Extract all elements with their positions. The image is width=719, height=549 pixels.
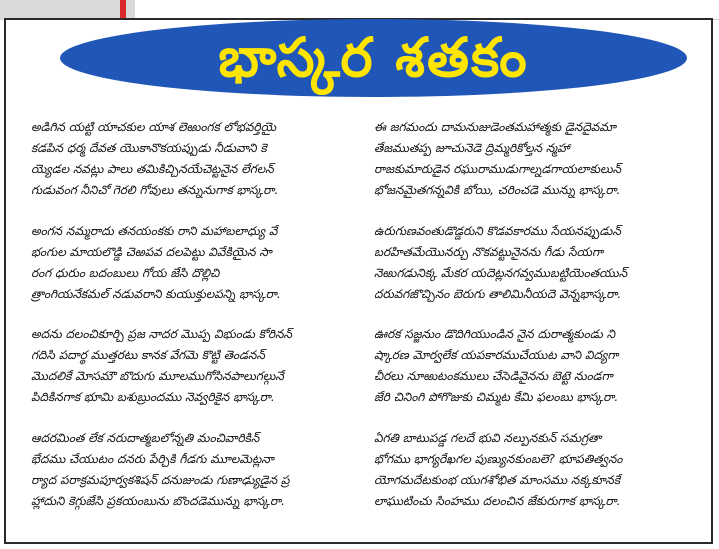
poem bbox=[374, 117, 700, 201]
poem bbox=[31, 428, 357, 512]
poem bbox=[31, 221, 357, 305]
poem bbox=[31, 117, 357, 201]
poem-line: యోగమదేటకుంభ యుగశోభిత మాంసము నక్కకూనకే bbox=[374, 473, 621, 487]
poem-line: ర్యాద పరాక్రమపూర్వకశిషన్ దనుజుండు గుణాఢ్యుడైన ప్ర bbox=[31, 473, 290, 487]
poem-line: జేరి చినింగి పోగొజుకు చిమ్మట కేమి ఫలంబు భాస్కరా. bbox=[374, 390, 619, 404]
poem-line: రంగ ధురుం బదంబులు గోయ జేసి దొల్లిచి bbox=[31, 266, 220, 280]
poem-line: పిదికినగాక భూమి బశుబ్రుందము నెవ్వరికైన భాస్కరా. bbox=[31, 390, 275, 404]
top-red-marker bbox=[120, 0, 126, 20]
page-title: భాస్కర శతకం bbox=[218, 26, 529, 89]
poem-line: గుడువంగ నీనిచో గెరలి గోవులు తన్నునుగాక భాస్కరా. bbox=[31, 183, 279, 197]
poem-line: భోగము భాగ్యరేఖగల పుణ్యునకుంబలె? భూపతిత్వనం bbox=[374, 452, 623, 466]
poem-line: హ్లాదుని కెగ్గుజేసి ప్రకయంబును బొందడెమున్ను భాస్కరా. bbox=[31, 494, 285, 508]
poem-line: ఏగతి బాటుపడ్డ గలదే భువి నల్పునకున్ సమగ్రతా bbox=[374, 431, 602, 445]
title-banner bbox=[60, 19, 687, 97]
poem-line: రాజకుమారుడైన రఘురాముడుగాల్నడగాయలాకులున్ bbox=[374, 162, 622, 176]
poem bbox=[374, 221, 700, 305]
poem-line: ఉరుగుణవంతుడొడ్డరుని కొడవకారము సేయనప్పుడున్ bbox=[374, 224, 621, 238]
poem-line: అంగన నమ్మరాదు తనయంకకు రాని మహాబలాధ్యు వే bbox=[31, 224, 278, 238]
poem-line: చీరలు నూఱుటంకములు చేసెడివైనను బెట్టె నుండగా bbox=[374, 369, 613, 383]
poem bbox=[31, 324, 357, 408]
poem-line: దరువగజొచ్చినం బెరుగు తాలిమినీయదె వెన్నభాస్కరా. bbox=[374, 287, 622, 301]
poem-line: ఆదరమింత లేక నరుదాత్మబలోన్నతి మంచివారికిన్ bbox=[31, 431, 260, 445]
poem-line: మొదలికే మోసమౌ బొదుగు మూలముగోసినపాలుగల్గునే bbox=[31, 369, 284, 383]
top-strip bbox=[0, 0, 719, 20]
poem-line: భంగుల మాయలొడ్డి చెఱపవ దలపెట్టు వివేకియైన సా bbox=[31, 245, 272, 259]
poem-line: నెఱుగడునిక్క మేకర యదెట్లనగవ్వముబట్టియెంతయున్ bbox=[374, 266, 628, 280]
poem-line: అదను దలంచికూర్చి ప్రజ నాదర మొప్ప విభుండు కోరినన్ bbox=[31, 327, 292, 341]
poem-line: తేజముతప్ప జూచునెడె ద్రిమ్మరికోల్తన న్మహా bbox=[374, 141, 570, 155]
poem-line: య్యెడల నవట్లు పాలు తమికిచ్చినయేచెట్టనైన లేగలన్ bbox=[31, 162, 274, 176]
poem-line: ఊరక సజ్జనుం డొదిగియుండిన నైన దురాత్మకుండు ని bbox=[374, 327, 615, 341]
poem-line: భోజనమైతగన్నవికి బోయి, చరించడె మున్ను భాస్కరా. bbox=[374, 183, 621, 197]
poem bbox=[374, 428, 700, 512]
poem-line: కడపిన ధర్మ దేవత యెుకానొకయప్పుడు నీడువాని కె bbox=[31, 141, 267, 155]
poem-line: ఈ జగమందు దామనుజుడెంతమహాత్మకు డైనదైవమా bbox=[374, 120, 616, 134]
poem-line: గదిసి పదార్థ ముత్తరటు కానక వేగమె కొట్టి తెండనన్ bbox=[31, 348, 265, 362]
poem-line: లాఘుటించు సింహము దలంచిన జేకురుగాక భాస్కరా. bbox=[374, 494, 621, 508]
top-grey-bar bbox=[0, 0, 135, 20]
poem-line: ష్కారణ మోర్వలేక యపకారముచేయుట వాని విద్యగా bbox=[374, 348, 619, 362]
poem-line: త్రాంగియనేకమల్ నడువరాని కుయుక్తులపన్ని భాస్కరా. bbox=[31, 287, 281, 301]
poem-line: భేదము చేయుటం దనరు పేర్చికి గీడగు మూలమెట్లనా bbox=[31, 452, 274, 466]
poem bbox=[374, 324, 700, 408]
poem-line: అడిగిన యట్టి యాచకుల యాశ లెఱుంగక లోభవర్తియై bbox=[31, 120, 277, 134]
poem-line: బరహితమేయొనర్చు నొకవట్టునైనను గీడు సేయగా bbox=[374, 245, 604, 259]
